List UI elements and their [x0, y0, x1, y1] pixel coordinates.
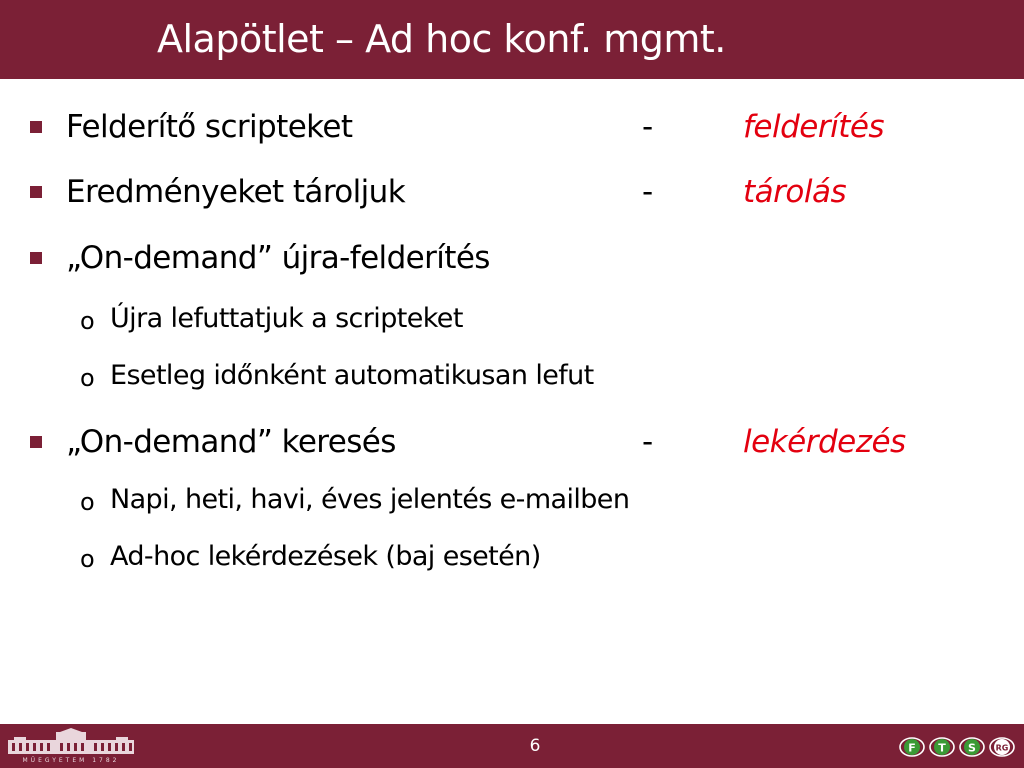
- bullet-tag: lekérdezés: [743, 424, 906, 460]
- bullet-tag: tárolás: [743, 174, 847, 210]
- circle-bullet-icon: o: [80, 488, 95, 516]
- sub-bullet-text: Ad-hoc lekérdezések (baj esetén): [110, 541, 541, 572]
- square-bullet-icon: [30, 252, 42, 264]
- ftsrg-logo: [896, 732, 1020, 762]
- bullet-text: Eredményeket tároljuk: [66, 174, 406, 210]
- bullet-text: Felderítő scripteket: [66, 109, 353, 145]
- square-bullet-icon: [30, 436, 42, 448]
- circle-bullet-icon: o: [80, 545, 95, 573]
- circle-bullet-icon: o: [80, 364, 95, 392]
- square-bullet-icon: [30, 186, 42, 198]
- svg-text:F: F: [908, 741, 916, 755]
- circle-bullet-icon: o: [80, 307, 95, 335]
- bullet-text: „On-demand” újra-felderítés: [66, 240, 490, 276]
- bullet-text: „On-demand” keresés: [66, 424, 396, 460]
- square-bullet-icon: [30, 121, 42, 133]
- svg-text:T: T: [938, 741, 946, 755]
- page-number: 6: [529, 736, 541, 756]
- svg-text:S: S: [968, 741, 976, 755]
- bullet-dash: -: [642, 109, 654, 145]
- sub-bullet-text: Napi, heti, havi, éves jelentés e-mailben: [110, 484, 630, 515]
- sub-bullet-text: Újra lefuttatjuk a scripteket: [110, 303, 463, 334]
- svg-text:RG: RG: [995, 743, 1009, 753]
- university-logo-text: MŰEGYETEM 1782: [22, 757, 120, 764]
- bullet-dash: -: [642, 174, 654, 210]
- bullet-tag: felderítés: [743, 109, 885, 145]
- university-building-logo: [0, 728, 142, 764]
- sub-bullet-text: Esetleg időnként automatikusan lefut: [110, 360, 594, 391]
- bullet-dash: -: [642, 424, 654, 460]
- slide-title: Alapötlet – Ad hoc konf. mgmt.: [157, 17, 726, 61]
